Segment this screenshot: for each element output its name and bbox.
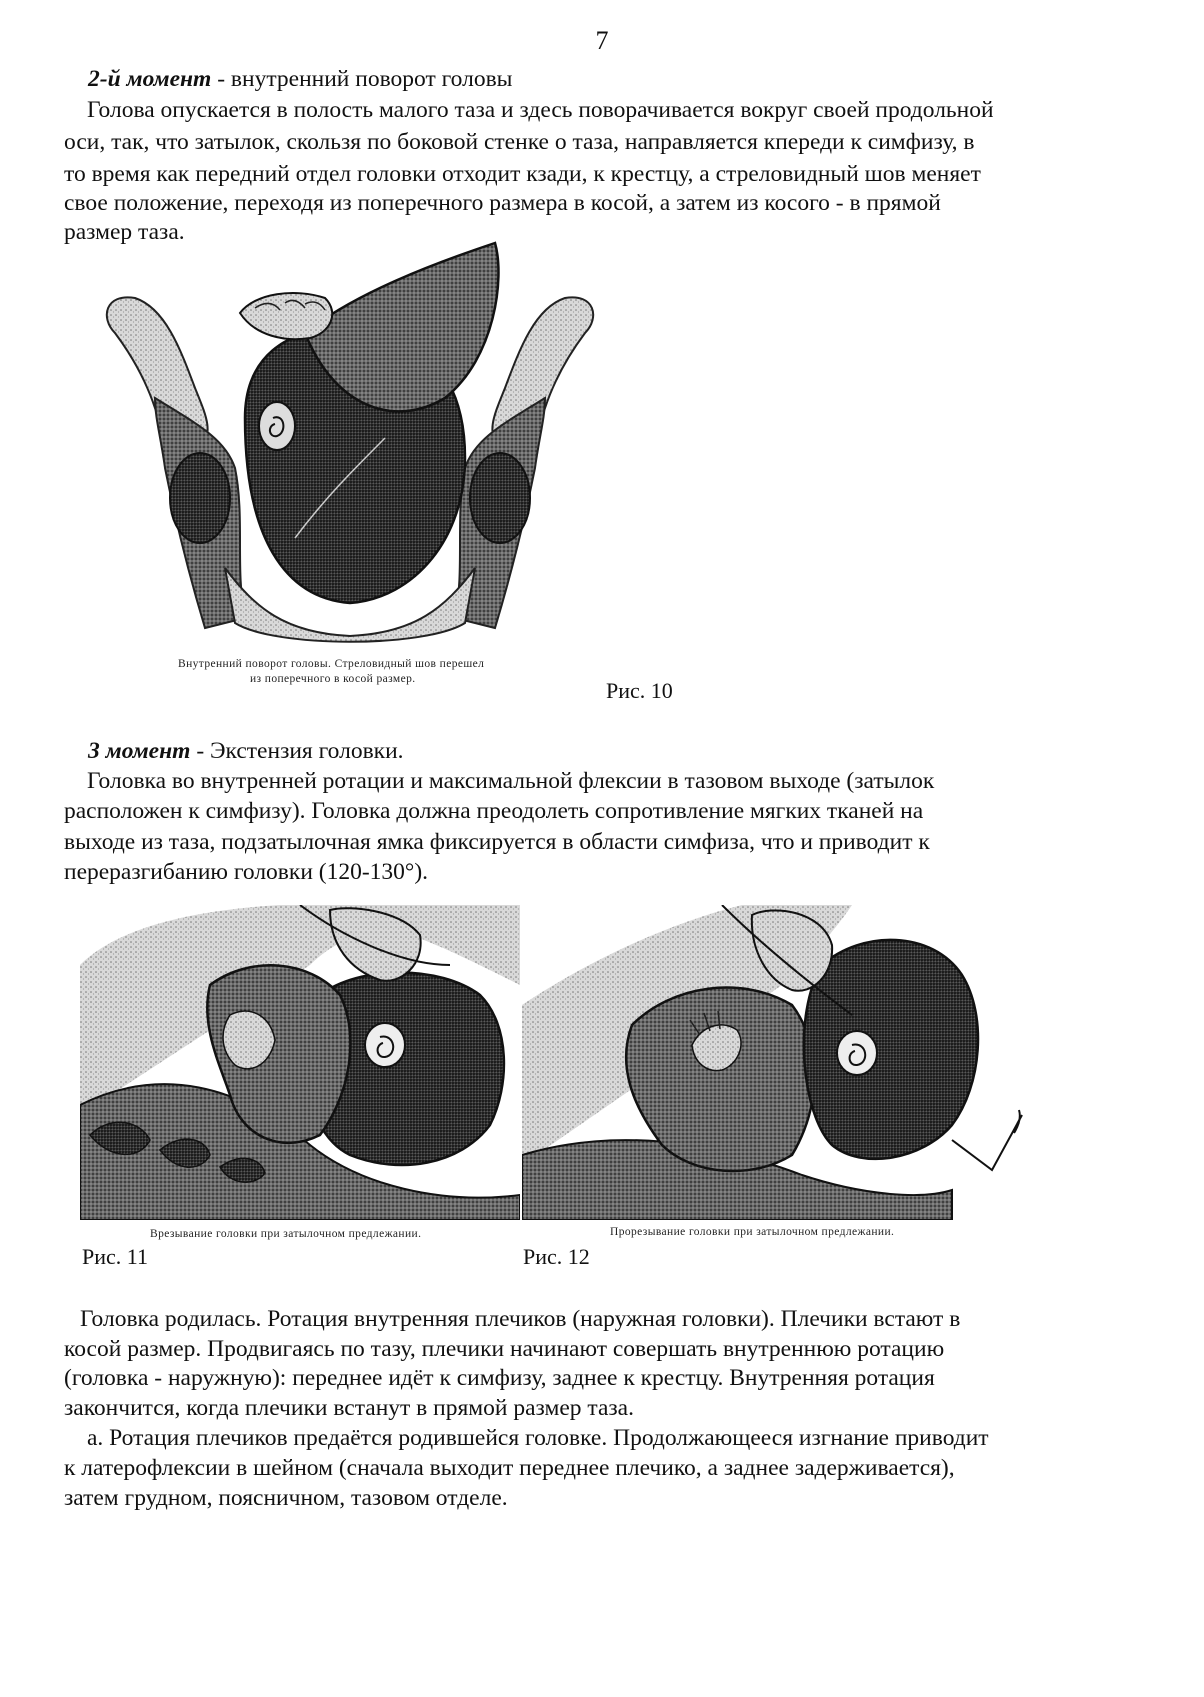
figure-11-label: Рис. 11 [82, 1244, 148, 1269]
section-4-line-1: Головка родилась. Ротация внутренняя плечиков (наружная головки). Плечики встают в [80, 1306, 961, 1332]
section-2-line-1: Голова опускается в полость малого таза и здесь поворачивается вокруг своей продольной [87, 97, 994, 123]
section-2-line-5: размер таза. [64, 219, 185, 245]
section-4-line-3: (головка - наружную): переднее идёт к симфизу, заднее к крестцу. Внутренняя ротация [64, 1365, 935, 1391]
section-2-heading-bold: 2-й момент [88, 66, 212, 92]
figure-10-caption-line-1: Внутренний поворот головы. Стреловидный шов перешел [178, 658, 485, 670]
figure-11-caption: Врезывание головки при затылочном предлежании. [150, 1228, 422, 1240]
section-3-heading-bold: 3 момент [88, 738, 191, 764]
section-2-line-4: свое положение, переходя из поперечного размера в косой, а затем из косого - в прямой [64, 190, 941, 216]
section-2-line-2: оси, так, что затылок, скользя по боковой стенке о таза, направляется кпереди к симфизу, в [64, 129, 975, 155]
section-3-line-3: выходе из таза, подзатылочная ямка фиксируется в области симфиза, что и приводит к [64, 829, 930, 855]
figure-12-illustration [522, 905, 1042, 1220]
section-4-line-7: затем грудном, поясничном, тазовом отделе. [64, 1485, 508, 1511]
figure-10-caption-line-2: из поперечного в косой размер. [250, 673, 416, 685]
section-2-line-3: то время как передний отдел головки отходит кзади, к крестцу, а стреловидный шов меняет [64, 161, 981, 187]
section-3-line-4: переразгибанию головки (120-130°). [64, 859, 429, 885]
section-2-heading [88, 66, 512, 93]
figure-12-caption: Прорезывание головки при затылочном предлежании. [610, 1226, 895, 1238]
figure-12-label: Рис. 12 [523, 1244, 590, 1269]
page-number: 7 [595, 26, 609, 55]
figure-10-illustration [95, 238, 605, 653]
section-4-line-5: а. Ротация плечиков предаётся родившейся головке. Продолжающееся изгнание приводит [87, 1425, 989, 1451]
section-4-line-2: косой размер. Продвигаясь по тазу, плечики начинают совершать внутреннюю ротацию [64, 1336, 945, 1362]
figure-10-label: Рис. 10 [606, 678, 673, 703]
section-2-heading-text: - внутренний поворот головы [211, 66, 513, 92]
section-4-line-4: закончится, когда плечики встанут в прямой размер таза. [64, 1395, 634, 1421]
section-3-heading [88, 738, 404, 765]
section-4-line-6: к латерофлексии в шейном (сначала выходит переднее плечико, а заднее задерживается), [64, 1455, 955, 1481]
section-3-heading-text: - Экстензия головки. [190, 738, 404, 764]
section-3-line-2: расположен к симфизу). Головка должна преодолеть сопротивление мягких тканей на [64, 798, 924, 824]
figure-11-illustration [80, 905, 520, 1220]
section-3-line-1: Головка во внутренней ротации и максимальной флексии в тазовом выходе (затылок [87, 768, 935, 794]
